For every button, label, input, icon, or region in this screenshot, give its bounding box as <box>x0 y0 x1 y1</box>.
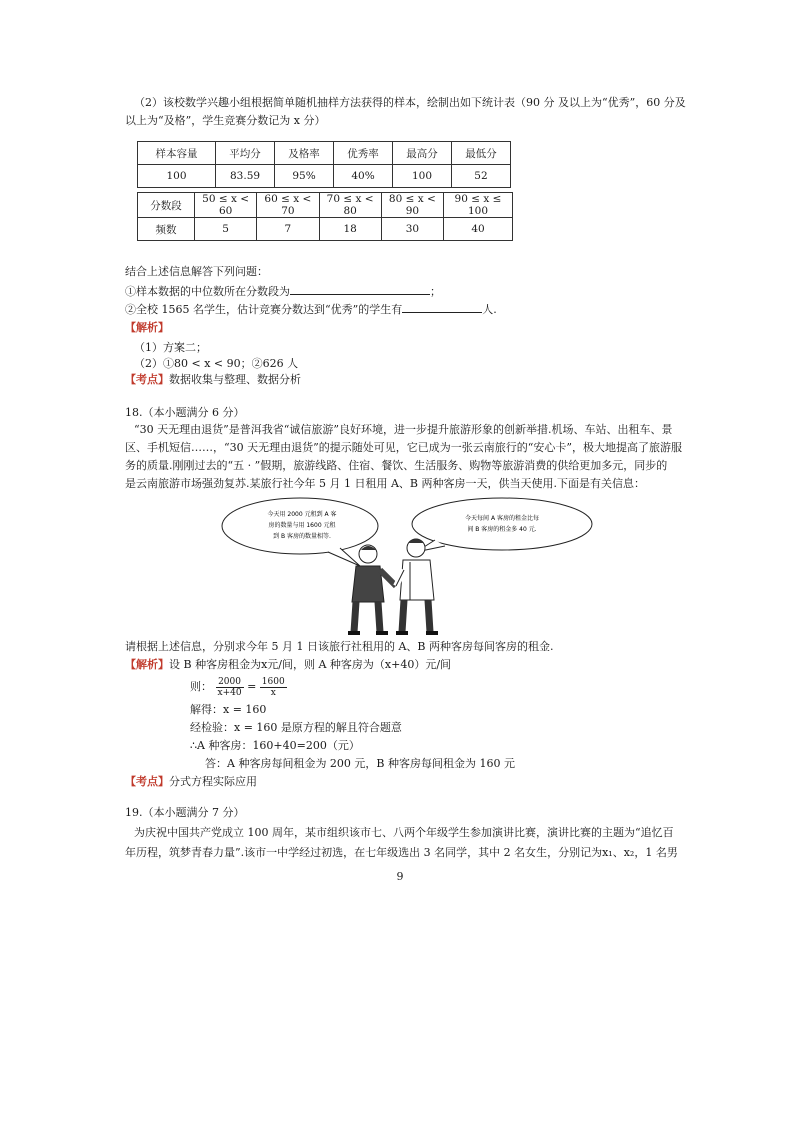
person-right-figure <box>396 539 438 633</box>
analysis-tag: 【解析】 <box>125 321 169 334</box>
denominator: x+40 <box>217 687 242 698</box>
question-2 <box>125 301 497 317</box>
question-1-text: ①样本数据的中位数所在分数段为 <box>125 285 290 298</box>
table-header-cell: 频数 <box>138 218 195 241</box>
bubble-right-line: 今天每间 A 客房的租金比每 <box>465 515 539 522</box>
answer17-line-2: （2）①80 < x < 90；②626 人 <box>134 357 299 370</box>
kaodian-tag: 【考点】 <box>125 373 169 386</box>
question-1 <box>125 283 441 299</box>
person-left-figure <box>348 545 396 633</box>
q19-para-line: 年历程，筑梦青春力量”.该市一中学经过初选，在七年级选出 3 名同学，其中 2 名女生，分别记为x₁、x₂，1 名男 <box>125 846 678 859</box>
answer18-setup <box>125 658 451 672</box>
kaodian-18 <box>125 775 257 789</box>
fraction-right <box>260 677 287 698</box>
bubble-left-line: 房的数量与用 1600 元租 <box>268 522 336 529</box>
analysis-tag: 【解析】 <box>125 658 169 671</box>
kaodian-text: 数据收集与整理、数据分析 <box>169 373 301 386</box>
question-2-end: 人. <box>482 303 497 316</box>
dialogue-illustration <box>220 490 600 638</box>
table-cell: 95% <box>275 165 334 188</box>
table-header-cell: 平均分 <box>216 142 275 165</box>
page-number: 9 <box>396 870 404 883</box>
table-cell: 18 <box>319 218 381 241</box>
table-cell: 40% <box>334 165 393 188</box>
speech-bubble-left <box>222 498 378 566</box>
answer18-final: 答：A 种客房每间租金为 200 元，B 种客房每间租金为 160 元 <box>205 757 515 770</box>
table-row <box>138 218 513 241</box>
denominator: x <box>270 687 276 698</box>
answer18-equation <box>190 674 287 700</box>
equals-sign: = <box>247 680 257 693</box>
table-cell: 5 <box>195 218 257 241</box>
table-header-cell: 样本容量 <box>138 142 216 165</box>
bubble-left-line: 今天用 2000 元租到 A 客 <box>267 511 337 518</box>
q19-para-line: 为庆祝中国共产党成立 100 周年，某市组织该市七、八两个年级学生参加演讲比赛，演讲比赛的主题为“追忆百 <box>134 826 674 839</box>
table-header-cell: 50 ≤ x < 60 <box>195 193 257 218</box>
table-cell: 40 <box>444 218 513 241</box>
table-cell: 30 <box>381 218 443 241</box>
q18-para-line: 是云南旅游市场强劲复苏.某旅行社今年 5 月 1 日租用 A、B 两种客房一天，供当天使用.下面是有关信息： <box>125 477 645 490</box>
table-header-cell: 优秀率 <box>334 142 393 165</box>
part2-intro-line-2: 以上为“及格”，学生竞赛分数记为 x 分） <box>125 114 326 127</box>
answer17-line-1: （1）方案二； <box>134 341 207 354</box>
table-header-cell: 80 ≤ x < 90 <box>381 193 443 218</box>
answer18-line-1: 设 B 种客房租金为x元/间，则 A 种客房为（x+40）元/间 <box>169 658 452 671</box>
table-header-cell: 最低分 <box>451 142 510 165</box>
table-header-cell: 最高分 <box>393 142 452 165</box>
q18-question: 请根据上述信息，分别求今年 5 月 1 日该旅行社租用的 A、B 两种客房每间客房的租金. <box>125 640 554 653</box>
numerator: 2000 <box>216 677 244 688</box>
table-cell: 7 <box>257 218 319 241</box>
table-row <box>138 142 511 165</box>
answer-blank <box>290 283 430 295</box>
table-cell: 52 <box>451 165 510 188</box>
equation-prefix: 则： <box>190 680 212 693</box>
table-row <box>138 165 511 188</box>
answer-blank <box>402 301 482 313</box>
bubble-left-line: 到 B 客房的数量相等. <box>273 533 331 540</box>
answer18-a-room: ∴A 种客房：160+40=200（元） <box>190 739 360 752</box>
speech-bubble-right <box>412 498 592 552</box>
q18-title: 18.（本小题满分 6 分） <box>125 406 245 419</box>
bubble-right-line: 间 B 客房的租金多 40 元. <box>467 526 537 533</box>
question-1-end: ； <box>430 285 441 298</box>
table-cell: 83.59 <box>216 165 275 188</box>
q18-para-line: “30 天无理由退货”是普洱我省“诚信旅游”良好环境，进一步提升旅游形象的创新举措.机场、车站、出租车、景 <box>134 423 673 436</box>
table-header-cell: 分数段 <box>138 193 195 218</box>
table-cell: 100 <box>393 165 452 188</box>
table-header-cell: 60 ≤ x < 70 <box>257 193 319 218</box>
kaodian-tag: 【考点】 <box>125 775 169 788</box>
table-header-cell: 90 ≤ x ≤ 100 <box>444 193 513 218</box>
table-header-cell: 及格率 <box>275 142 334 165</box>
q19-title: 19.（本小题满分 7 分） <box>125 806 245 819</box>
frequency-table <box>137 192 513 241</box>
q18-para-line: 务的质量.刚刚过去的“五 · ”假期，旅游线路、住宿、餐饮、生活服务、购物等旅游消费的供给更加多元，同步的 <box>125 459 668 472</box>
table-header-cell: 70 ≤ x < 80 <box>319 193 381 218</box>
part2-intro-line-1: （2）该校数学兴趣小组根据简单随机抽样方法获得的样本，绘制出如下统计表（90 分 及以上为“优秀”，60 分及 <box>134 96 686 109</box>
table-cell: 100 <box>138 165 216 188</box>
question-2-text: ②全校 1565 名学生，估计竞赛分数达到“优秀”的学生有 <box>125 303 403 316</box>
numerator: 1600 <box>261 676 285 687</box>
stats-summary-table <box>137 141 511 188</box>
fraction-left <box>216 677 244 698</box>
kaodian-text: 分式方程实际应用 <box>169 775 257 788</box>
q18-para-line: 区、手机短信……，“30 天无理由退货”的提示随处可见，它已成为一张云南旅行的“安心卡”，极大地提高了旅游服 <box>125 441 682 454</box>
table-row <box>138 193 513 218</box>
answer18-check: 经检验：x = 160 是原方程的解且符合题意 <box>190 721 402 734</box>
answer18-solve: 解得：x = 160 <box>190 703 267 716</box>
questions-intro: 结合上述信息解答下列问题： <box>125 265 268 278</box>
kaodian-17 <box>125 373 301 387</box>
